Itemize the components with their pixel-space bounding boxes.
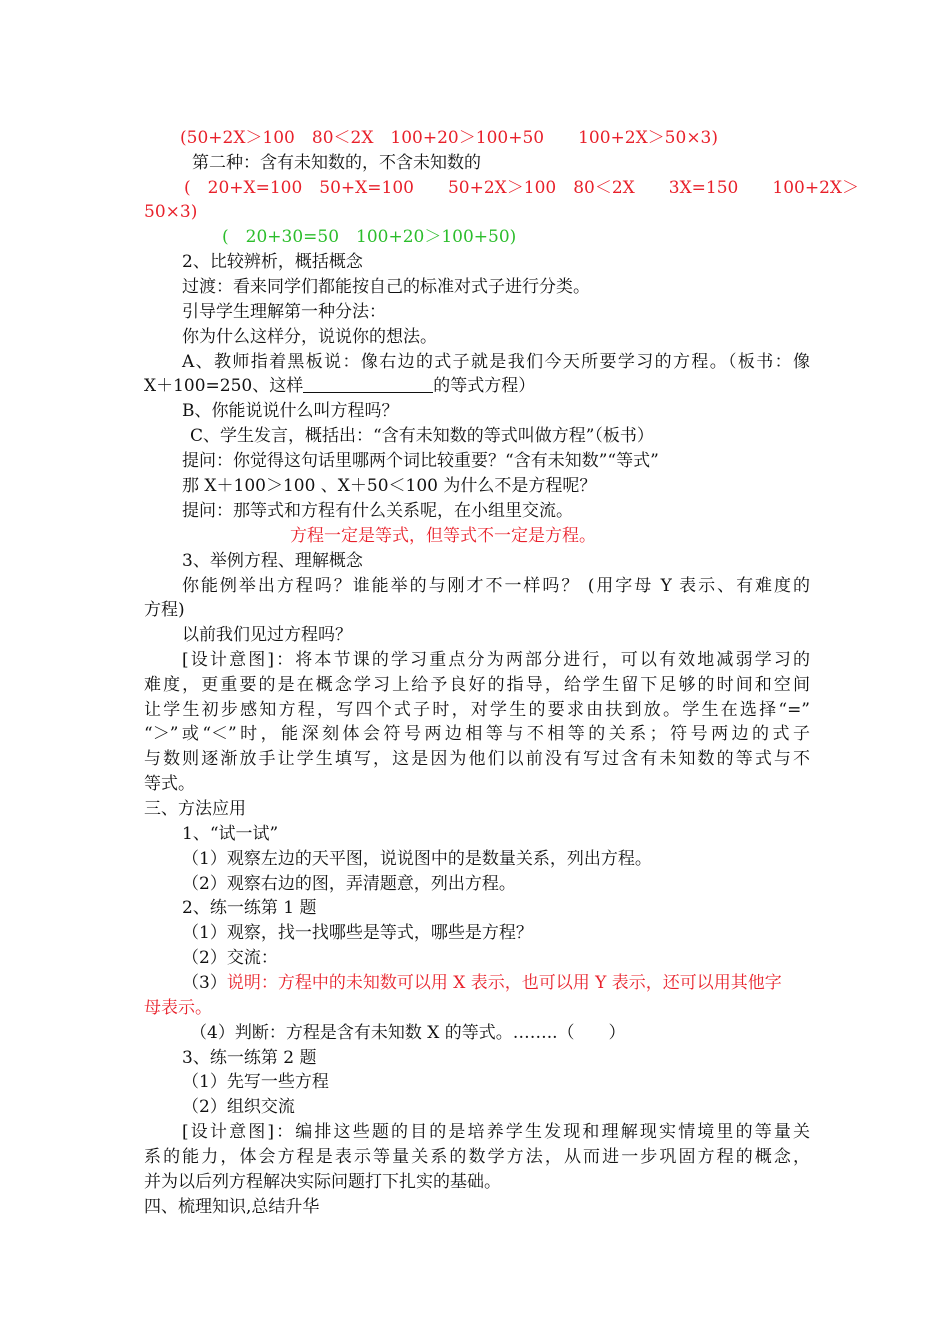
paragraph-c: C、学生发言，概括出：“含有未知数的等式叫做方程”（板书） xyxy=(190,426,654,446)
try-item-2: （2）观察右边的图，弄清题意，列出方程。 xyxy=(182,874,516,894)
paragraph-seen-before: 以前我们见过方程吗？ xyxy=(182,625,352,645)
paragraph-guide: 引导学生理解第一种分法： xyxy=(182,302,386,322)
design-intent-2-line-1: [设计意图]：编排这些题的目的是培养学生发现和理解现实情境里的等量关 xyxy=(182,1122,810,1142)
design-intent-1-line-5: 与数则逐渐放手让学生填写，这是因为他们以前没有写过含有未知数的等式与不 xyxy=(144,749,810,769)
design-intent-2-line-2: 系的能力，体会方程是表示等量关系的数学方法，从而进一步巩固方程的概念， xyxy=(144,1147,810,1167)
design-intent-1-line-1: [设计意图]：将本节课的学习重点分为两部分进行，可以有效地减弱学习的 xyxy=(182,650,810,670)
subsection-practice-2: 3、练一练第 2 题 xyxy=(182,1048,317,1068)
practice-2-item-2: （2）组织交流 xyxy=(182,1097,295,1117)
design-intent-1-line-6: 等式。 xyxy=(144,774,195,794)
design-intent-1-line-2: 难度，更重要的是在概念学习上给予良好的指导，给学生留下足够的时间和空间 xyxy=(144,675,810,695)
blank-suffix: 的等式方程） xyxy=(433,376,536,396)
section-heading-compare: 2、比较辨析，概括概念 xyxy=(182,252,363,272)
section-heading-three: 三、方法应用 xyxy=(144,799,246,819)
practice-2-item-1: （1）先写一些方程 xyxy=(182,1072,329,1092)
paragraph-examples-cont: 方程) xyxy=(144,600,185,620)
note-red: 说明：方程中的未知数可以用 X 表示，也可以用 Y 表示，还可以用其他字 xyxy=(226,973,782,993)
subsection-practice-1: 2、练一练第 1 题 xyxy=(182,898,317,918)
paragraph-transition: 过渡：看来同学们都能按自己的标准对式子进行分类。 xyxy=(182,277,590,297)
section-heading-four: 四、梳理知识,总结升华 xyxy=(144,1197,320,1217)
second-category-expressions-cont: 50×3) xyxy=(144,202,198,222)
key-conclusion: 方程一定是等式，但等式不一定是方程。 xyxy=(290,526,596,546)
first-category-expressions: (50+2X＞100 80＜2X 100+20＞100+50 100+2X＞50×3) xyxy=(180,128,719,148)
paragraph-examples: 你能例举出方程吗？谁能举的与刚才不一样吗？ (用字母 Y 表示、有难度的 xyxy=(182,576,810,596)
practice-1-item-1: （1）观察，找一找哪些是等式，哪些是方程？ xyxy=(182,923,533,943)
paragraph-not-equation: 那 X＋100＞100 、X＋50＜100 为什么不是方程呢？ xyxy=(182,476,597,496)
paragraph-a-cont xyxy=(144,374,810,399)
fill-in-blank xyxy=(303,376,433,393)
paragraph-a: A、教师指着黑板说：像右边的式子就是我们今天所要学习的方程。（板书：像 xyxy=(182,352,810,372)
section-heading-examples: 3、举例方程、理解概念 xyxy=(182,551,363,571)
paragraph-b: B、你能说说什么叫方程吗？ xyxy=(182,401,399,421)
second-category-heading: 第二种：含有未知数的，不含未知数的 xyxy=(192,153,481,173)
no-unknown-expressions: ( 20+30=50 100+20＞100+50) xyxy=(222,227,517,247)
design-intent-2-line-3: 并为以后列方程解决实际问题打下扎实的基础。 xyxy=(144,1172,501,1192)
blank-prefix: X＋100=250、这样 xyxy=(144,376,304,396)
try-item-1: （1）观察左边的天平图，说说图中的是数量关系，列出方程。 xyxy=(182,849,652,869)
paragraph-question: 你为什么这样分，说说你的想法。 xyxy=(182,327,437,347)
paragraph-ask-1: 提问：你觉得这句话里哪两个词比较重要？“含有未知数”“等式” xyxy=(182,451,659,471)
practice-1-item-3 xyxy=(182,971,810,996)
design-intent-1-line-4: “＞”或“＜”时，能深刻体会符号两边相等与不相等的关系；符号两边的式子 xyxy=(144,724,810,744)
paragraph-ask-2: 提问：那等式和方程有什么关系呢，在小组里交流。 xyxy=(182,501,573,521)
practice-1-item-2: （2）交流： xyxy=(182,948,278,968)
practice-1-item-4: （4）判断：方程是含有未知数 X 的等式。……..（ ） xyxy=(190,1023,626,1043)
design-intent-1-line-3: 让学生初步感知方程，写四个式子时，对学生的要求由扶到放。学生在选择“=” xyxy=(144,700,810,720)
subsection-try: 1、“试一试” xyxy=(182,824,279,844)
note-red-cont: 母表示。 xyxy=(144,998,212,1018)
second-category-expressions: ( 20+X=100 50+X=100 50+2X＞100 80＜2X 3X=150 100+2X＞ xyxy=(184,178,859,198)
item-number: （3） xyxy=(182,973,227,993)
